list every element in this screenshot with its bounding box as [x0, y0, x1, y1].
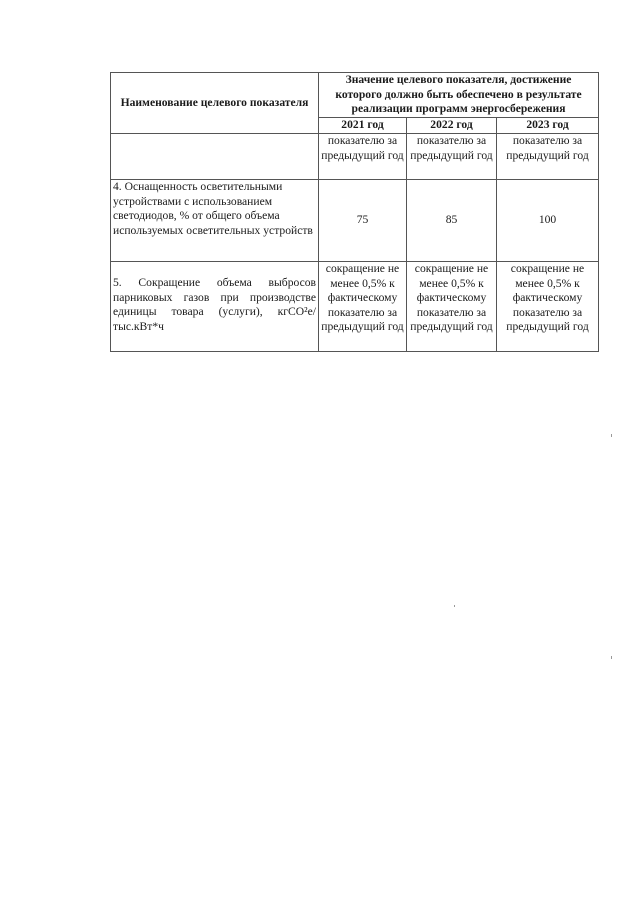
header-year-2021: 2021 год: [319, 118, 407, 134]
row-value-2021: сокращение не менее 0,5% к фактическому показателю за предыдущий год: [319, 262, 407, 352]
row-value-2022: сокращение не менее 0,5% к фактическому показателю за предыдущий год: [407, 262, 497, 352]
row-value-2023: 100: [497, 180, 599, 262]
scan-speck: [611, 434, 612, 437]
header-indicator-value: Значение целевого показателя, достижение которого должно быть обеспечено в результате реализации программ энергосбережения: [319, 73, 599, 118]
row-name-cell: 4. Оснащенность осветительными устройствами с использованием светодиодов, % от общего объема используемых осветительных устройств: [111, 180, 319, 262]
header-year-2023: 2023 год: [497, 118, 599, 134]
header-year-2022: 2022 год: [407, 118, 497, 134]
scan-speck: [454, 605, 455, 607]
table-row: [111, 262, 599, 352]
row-value-2022: 85: [407, 180, 497, 262]
table-header-row: [111, 73, 599, 118]
scan-speck: [611, 656, 612, 659]
row-value-2021: 75: [319, 180, 407, 262]
target-indicators-table: [110, 72, 599, 352]
row-name-cell: 5. Сокращение объема выбросов парниковых газов при производстве единицы товара (услуги), кгCO²е/тыс.кВт*ч: [111, 262, 319, 352]
table-row: [111, 180, 599, 262]
row-value-2023: сокращение не менее 0,5% к фактическому показателю за предыдущий год: [497, 262, 599, 352]
row-name-cell: [111, 134, 319, 180]
row-value-2022: показателю за предыдущий год: [407, 134, 497, 180]
row-value-2023: показателю за предыдущий год: [497, 134, 599, 180]
header-indicator-name: Наименование целевого показателя: [111, 73, 319, 134]
table-row: [111, 134, 599, 180]
row-value-2021: показателю за предыдущий год: [319, 134, 407, 180]
